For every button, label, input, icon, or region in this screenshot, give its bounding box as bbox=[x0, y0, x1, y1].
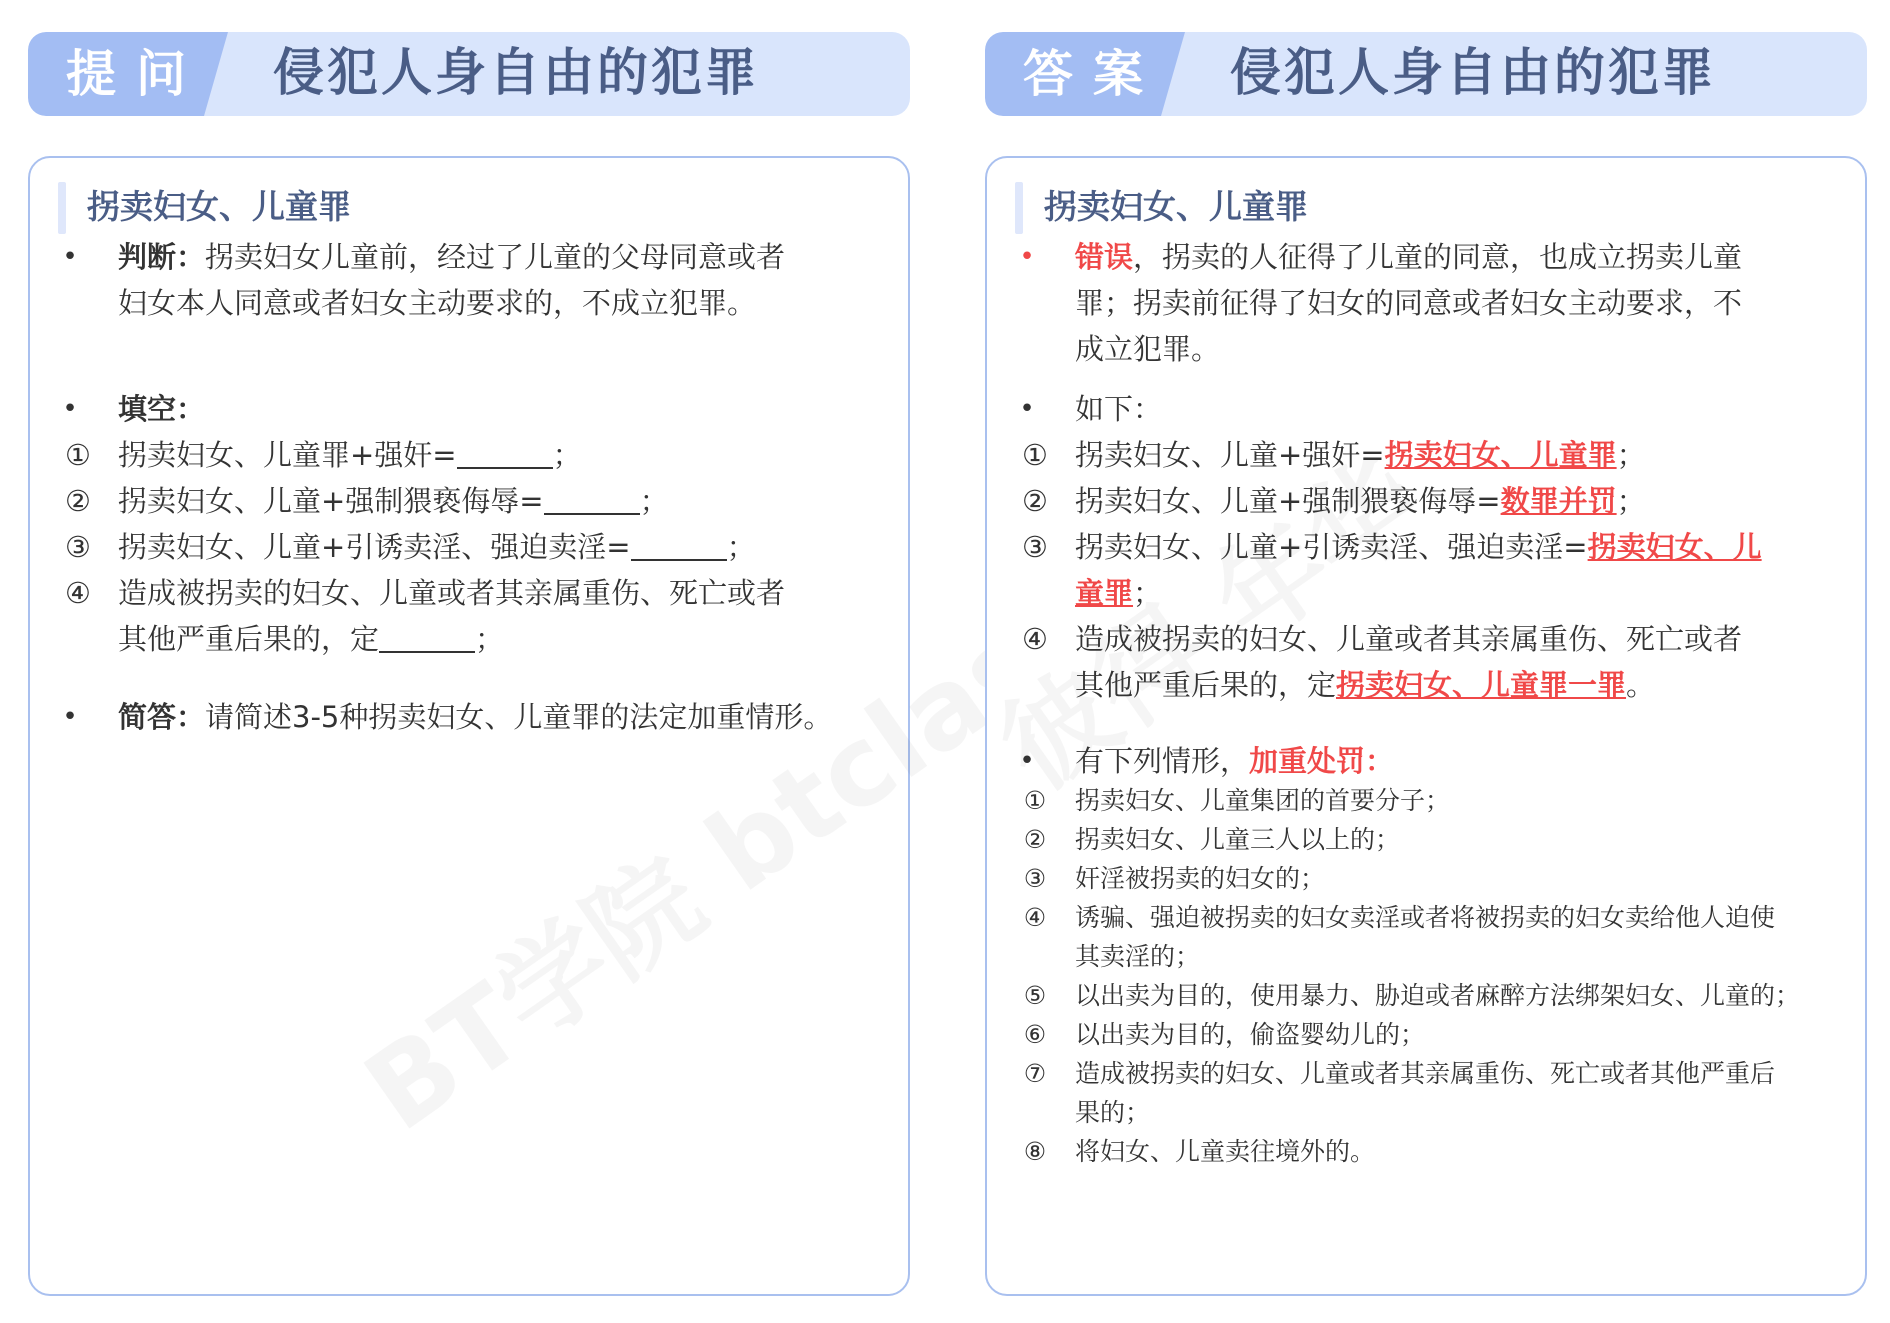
item-number: ⑧ bbox=[1023, 1137, 1047, 1166]
item-number: ④ bbox=[1022, 622, 1048, 656]
item-number: ⑤ bbox=[1023, 981, 1047, 1010]
bullet: • bbox=[1019, 746, 1035, 776]
question-card bbox=[28, 156, 910, 1296]
fill-item-2: 拐卖妇女、儿童+强制猥亵侮辱= ； bbox=[118, 484, 669, 518]
judge-verdict: 错误 bbox=[1075, 240, 1134, 274]
fill-answer: 拐卖妇女、儿童罪一罪 bbox=[1336, 668, 1627, 702]
blank bbox=[457, 437, 553, 469]
item-number: ① bbox=[1022, 438, 1048, 472]
aggravated-item-6: 以出卖为目的，偷盗婴幼儿的； bbox=[1075, 1020, 1426, 1049]
aggravated-label: 加重处罚： bbox=[1249, 744, 1395, 778]
item-number: ③ bbox=[1023, 864, 1047, 893]
question-section-title: 拐卖妇女、儿童罪 bbox=[87, 187, 351, 226]
answer-fill-item-3-line-1: 拐卖妇女、儿童+引诱卖淫、强迫卖淫=拐卖妇女、儿 bbox=[1075, 530, 1762, 564]
fill-answer: 拐卖妇女、儿 bbox=[1587, 530, 1762, 564]
question-header bbox=[28, 32, 910, 116]
answer-card bbox=[985, 156, 1867, 1296]
answer-tag-label: 答案 bbox=[1023, 45, 1163, 103]
section-bar bbox=[58, 182, 66, 234]
item-number: ① bbox=[1023, 786, 1047, 815]
fill-label: 填空： bbox=[118, 392, 206, 426]
item-number: ④ bbox=[65, 576, 91, 610]
item-number: ① bbox=[65, 438, 91, 472]
item-number: ② bbox=[1023, 825, 1047, 854]
aggravated-item-4-line-2: 其卖淫的； bbox=[1075, 942, 1201, 971]
answer-title: 侵犯人身自由的犯罪 bbox=[1230, 44, 1717, 103]
answer-judge-line-3: 成立犯罪。 bbox=[1075, 332, 1221, 366]
answer-fill-item-2: 拐卖妇女、儿童+强制猥亵侮辱=数罪并罚； bbox=[1075, 484, 1646, 518]
bullet: • bbox=[62, 394, 78, 424]
aggravated-item-7-line-2: 果的； bbox=[1075, 1098, 1151, 1127]
aggravated-item-8: 将妇女、儿童卖往境外的。 bbox=[1075, 1137, 1376, 1166]
bullet: • bbox=[62, 702, 78, 732]
answer-fill-item-4-line-2: 其他严重后果的，定拐卖妇女、儿童罪一罪。 bbox=[1075, 668, 1656, 702]
fill-item-4-line-1: 造成被拐卖的妇女、儿童或者其亲属重伤、死亡或者 bbox=[118, 576, 786, 610]
blank bbox=[544, 483, 640, 515]
short-answer: 简答：请简述3-5种拐卖妇女、儿童罪的法定加重情形。 bbox=[118, 700, 833, 734]
answer-section-title: 拐卖妇女、儿童罪 bbox=[1044, 187, 1308, 226]
fill-answer: 拐卖妇女、儿童罪 bbox=[1384, 438, 1617, 472]
blank bbox=[631, 529, 727, 561]
fill-item-3: 拐卖妇女、儿童+引诱卖淫、强迫卖淫= ； bbox=[118, 530, 756, 564]
item-number: ⑥ bbox=[1023, 1020, 1047, 1049]
judge-label: 判断： bbox=[118, 240, 206, 274]
aggravated-item-1: 拐卖妇女、儿童集团的首要分子； bbox=[1075, 786, 1451, 815]
answer-fill-item-3-line-2: 童罪； bbox=[1075, 576, 1163, 610]
item-number: ③ bbox=[65, 530, 91, 564]
item-number: ③ bbox=[1022, 530, 1048, 564]
aggravated-heading: 有下列情形，加重处罚： bbox=[1075, 744, 1395, 778]
judge-line-1: 判断：拐卖妇女儿童前，经过了儿童的父母同意或者 bbox=[118, 240, 786, 274]
answer-fill-label: 如下： bbox=[1075, 392, 1163, 426]
aggravated-item-2: 拐卖妇女、儿童三人以上的； bbox=[1075, 825, 1401, 854]
answer-header bbox=[985, 32, 1867, 116]
question-tag-label: 提问 bbox=[66, 45, 206, 103]
item-number: ② bbox=[1022, 484, 1048, 518]
fill-answer: 童罪 bbox=[1075, 576, 1134, 610]
answer-judge-line-1: 错误，拐卖的人征得了儿童的同意，也成立拐卖儿童 bbox=[1075, 240, 1743, 274]
aggravated-item-4-line-1: 诱骗、强迫被拐卖的妇女卖淫或者将被拐卖的妇女卖给他人迫使 bbox=[1075, 903, 1776, 932]
aggravated-item-5: 以出卖为目的，使用暴力、胁迫或者麻醉方法绑架妇女、儿童的； bbox=[1075, 981, 1801, 1010]
answer-fill-item-4-line-1: 造成被拐卖的妇女、儿童或者其亲属重伤、死亡或者 bbox=[1075, 622, 1743, 656]
question-title: 侵犯人身自由的犯罪 bbox=[273, 44, 760, 103]
answer-judge-line-2: 罪；拐卖前征得了妇女的同意或者妇女主动要求，不 bbox=[1075, 286, 1743, 320]
fill-answer: 数罪并罚 bbox=[1500, 484, 1617, 518]
answer-panel bbox=[985, 32, 1867, 1166]
aggravated-item-7-line-1: 造成被拐卖的妇女、儿童或者其亲属重伤、死亡或者其他严重后 bbox=[1075, 1059, 1776, 1088]
fill-item-4-line-2: 其他严重后果的，定 ； bbox=[118, 622, 505, 656]
bullet: • bbox=[1019, 394, 1035, 424]
question-panel bbox=[28, 32, 910, 734]
answer-fill-item-1: 拐卖妇女、儿童+强奸=拐卖妇女、儿童罪； bbox=[1075, 438, 1646, 472]
bullet: • bbox=[62, 242, 78, 272]
bullet: • bbox=[1019, 242, 1035, 272]
judge-line-2: 妇女本人同意或者妇女主动要求的，不成立犯罪。 bbox=[118, 286, 757, 320]
item-number: ⑦ bbox=[1023, 1059, 1047, 1088]
item-number: ② bbox=[65, 484, 91, 518]
item-number: ④ bbox=[1023, 903, 1047, 932]
blank bbox=[379, 621, 475, 653]
section-bar bbox=[1015, 182, 1023, 234]
aggravated-item-3: 奸淫被拐卖的妇女的； bbox=[1075, 864, 1326, 893]
fill-item-1: 拐卖妇女、儿童罪+强奸= ； bbox=[118, 438, 582, 472]
short-label: 简答： bbox=[118, 700, 206, 734]
